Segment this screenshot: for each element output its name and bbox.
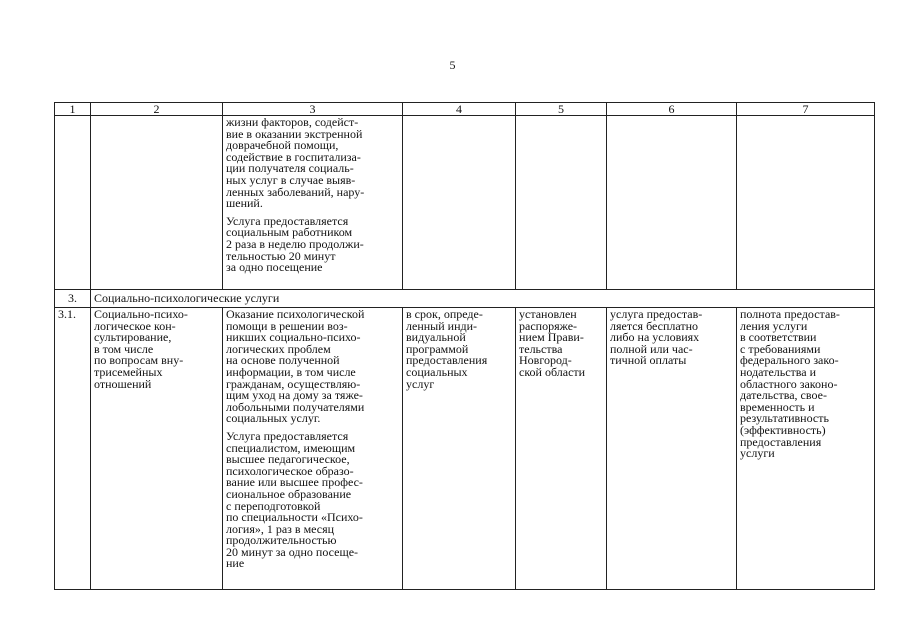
service-number: 3.1. xyxy=(55,308,91,590)
text-line: ской области xyxy=(519,364,586,379)
text-line: 20 минут за одно посеще- xyxy=(226,544,359,559)
text-line: установлен xyxy=(519,307,577,321)
text-line: услуги xyxy=(740,446,775,461)
service-tariff-cell xyxy=(516,308,607,590)
text-line: тельства xyxy=(519,341,563,356)
text-line: ляется бесплатно xyxy=(610,318,699,333)
text-line: в срок, опреде- xyxy=(406,307,483,321)
text-line: логия», 1 раз в месяц xyxy=(226,521,335,536)
service-payment xyxy=(610,309,733,367)
text-line: в том числе xyxy=(94,341,154,356)
text-line: социальным работником xyxy=(226,225,353,240)
text-line: полнота предостав- xyxy=(740,307,840,321)
text-line: ленный инди- xyxy=(406,318,478,333)
table-cell xyxy=(516,116,607,290)
service-term xyxy=(406,309,512,390)
column-header: 2 xyxy=(91,103,223,116)
text-line: Оказание психологической xyxy=(226,307,365,321)
service-description-cell xyxy=(223,116,403,290)
service-payment-cell xyxy=(607,308,737,590)
text-line: логических проблем xyxy=(226,341,331,356)
column-header: 7 xyxy=(737,103,875,116)
text-line: с требованиями xyxy=(740,341,821,356)
text-line: специалистом, имеющим xyxy=(226,440,356,455)
text-line: тичной оплаты xyxy=(610,353,687,368)
text-line: высшее педагогическое, xyxy=(226,452,350,467)
service-description-cell xyxy=(223,308,403,590)
text-line: вие в оказании экстренной xyxy=(226,126,363,141)
text-line: гражданам, осуществляю- xyxy=(226,376,361,391)
text-line: ции получателя социаль- xyxy=(226,161,354,176)
text-line: 2 раза в неделю продолжи- xyxy=(226,236,364,251)
table-cell xyxy=(607,116,737,290)
text-line: (эффективность) xyxy=(740,422,826,437)
text-line: психологическое образо- xyxy=(226,463,354,478)
column-header: 4 xyxy=(403,103,516,116)
service-term-cell xyxy=(403,308,516,590)
services-table xyxy=(54,102,875,590)
text-line: логическое кон- xyxy=(94,318,176,333)
text-line: дательства, свое- xyxy=(740,388,827,403)
text-line: полной или час- xyxy=(610,341,693,356)
column-number-row xyxy=(55,103,875,116)
text-line: программой xyxy=(406,341,469,356)
text-line: видуальной xyxy=(406,330,466,345)
service-provision-text xyxy=(226,428,399,571)
text-line: трисемейных xyxy=(94,364,163,379)
text-line: информации, в том числе xyxy=(226,364,356,379)
text-line: услуг xyxy=(406,376,435,391)
text-line: по специальности «Психо- xyxy=(226,510,363,525)
text-line: результативность xyxy=(740,411,829,426)
column-header: 1 xyxy=(55,103,91,116)
service-tariff xyxy=(519,309,603,379)
text-line: услуга предостав- xyxy=(610,307,703,321)
page-number: 5 xyxy=(449,58,456,72)
text-line: предоставления xyxy=(740,434,822,449)
text-line: в соответствии xyxy=(740,330,817,345)
text-line: социальных услуг. xyxy=(226,411,321,426)
column-header: 5 xyxy=(516,103,607,116)
text-line: по вопросам вну- xyxy=(94,353,184,368)
text-line: областного законо- xyxy=(740,376,838,391)
text-line: тельностью 20 минут xyxy=(226,248,336,263)
text-line: на основе полученной xyxy=(226,353,340,368)
service-description-text xyxy=(226,309,399,425)
text-line: сиональное образование xyxy=(226,486,352,501)
text-line: Услуга предоставляется xyxy=(226,428,349,443)
service-description-text xyxy=(226,117,399,210)
text-line: щим уход на дому за тяже- xyxy=(226,388,363,403)
text-line: ных услуг в случае выяв- xyxy=(226,172,356,187)
text-line: сультирование, xyxy=(94,330,172,345)
text-line: Социально-психо- xyxy=(94,307,188,321)
section-number: 3. xyxy=(55,290,91,308)
text-line: ние xyxy=(226,556,245,571)
text-line: Услуга предоставляется xyxy=(226,213,349,228)
text-line: лобольными получателями xyxy=(226,399,365,414)
text-line: доврачебной помощи, xyxy=(226,138,339,153)
text-line: помощи в решении воз- xyxy=(226,318,348,333)
text-line: временность и xyxy=(740,399,815,414)
text-line: ленных заболеваний, нару- xyxy=(226,184,365,199)
text-line: социальных xyxy=(406,364,468,379)
text-line: предоставления xyxy=(406,353,488,368)
service-name xyxy=(94,309,219,390)
text-line: продолжительностью xyxy=(226,533,337,548)
column-header: 3 xyxy=(223,103,403,116)
text-line: Новгород- xyxy=(519,353,572,368)
service-provision-text xyxy=(226,213,399,275)
text-line: ления услуги xyxy=(740,318,808,333)
text-line: нодательства и xyxy=(740,364,817,379)
text-line: отношений xyxy=(94,376,152,391)
service-quality xyxy=(740,309,871,460)
section-row xyxy=(55,290,875,308)
text-line: федерального зако- xyxy=(740,353,839,368)
text-line: распоряже- xyxy=(519,318,578,333)
service-name-cell xyxy=(91,308,223,590)
text-line: либо на условиях xyxy=(610,330,700,345)
text-line: нием Прави- xyxy=(519,330,584,345)
text-line: никших социально-психо- xyxy=(226,330,361,345)
text-line: шений. xyxy=(226,196,263,211)
continuation-row xyxy=(55,116,875,290)
column-header: 6 xyxy=(607,103,737,116)
table-cell xyxy=(403,116,516,290)
service-row xyxy=(55,308,875,590)
table-cell xyxy=(55,116,91,290)
text-line: за одно посещение xyxy=(226,260,323,275)
service-quality-cell xyxy=(737,308,875,590)
table-cell xyxy=(91,116,223,290)
text-line: содействие в госпитализа- xyxy=(226,149,361,164)
text-line: жизни факторов, содейст- xyxy=(226,115,359,129)
text-line: с переподготовкой xyxy=(226,498,321,513)
table-cell xyxy=(737,116,875,290)
section-title: Социально-психологические услуги xyxy=(91,290,875,308)
text-line: вание или высшее профес- xyxy=(226,475,363,490)
